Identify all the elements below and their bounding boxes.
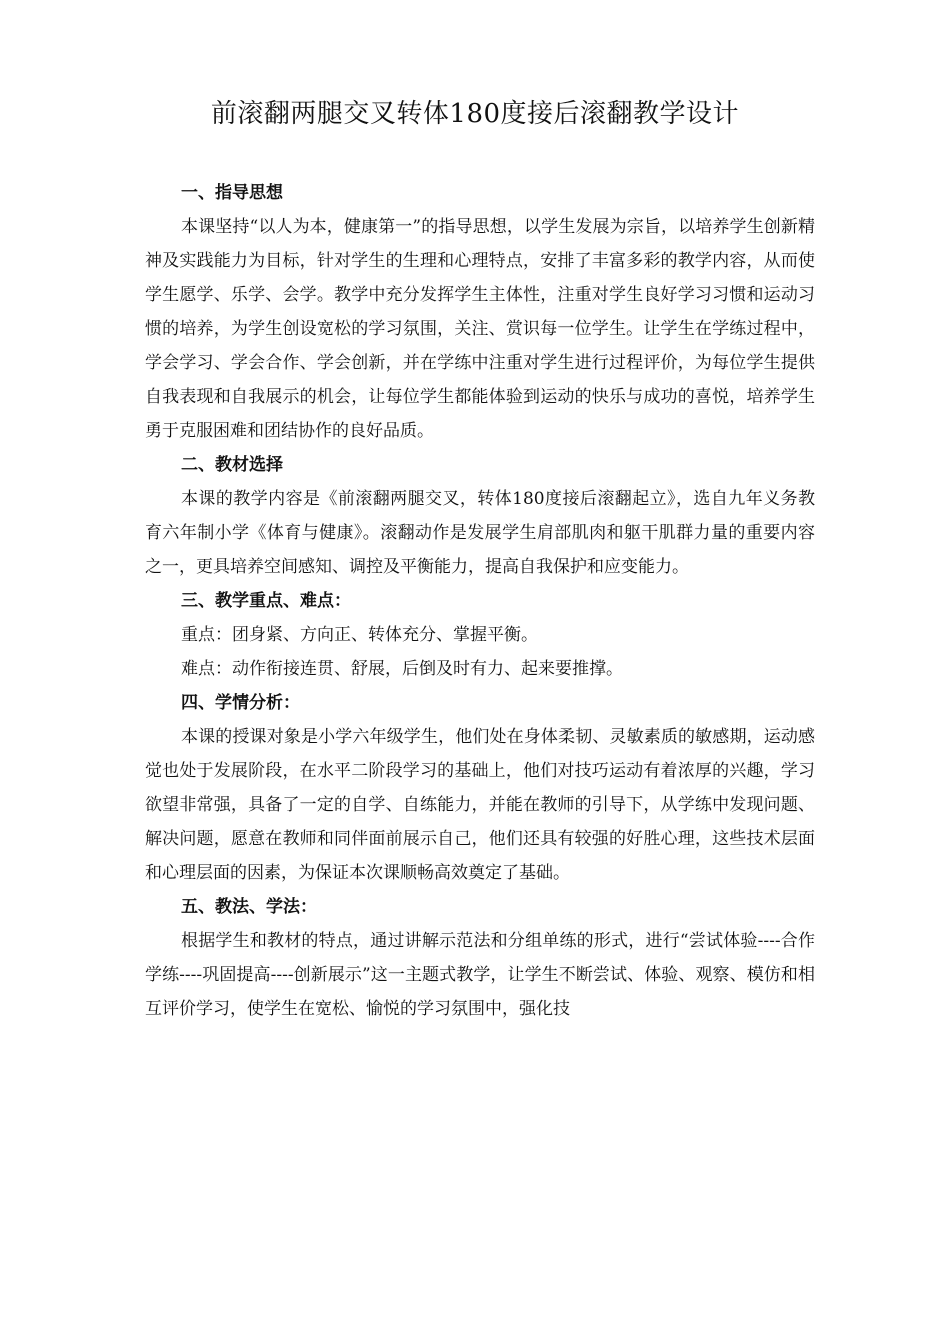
section-paragraph: 本课坚持“以人为本，健康第一”的指导思想，以学生发展为宗旨，以培养学生创新精神及实践能力为目标，针对学生的生理和心理特点，安排了丰富多彩的教学内容，从而使学生愿学、乐学、会学。教学中充分发挥学生主体性，注重对学生良好学习习惯和运动习惯的培养，为学生创设宽松的学习氛围，关注、赏识每一位学生。让学生在学练过程中，学会学习、学会合作、学会创新，并在学练中注重对学生进行过程评价，为每位学生提供自我表现和自我展示的机会，让每位学生都能体验到运动的快乐与成功的喜悦，培养学生勇于克服困难和团结协作的良好品质。 [145, 217, 815, 441]
section-guiding-thought [145, 176, 815, 448]
key-point-line: 重点：团身紧、方向正、转体充分、掌握平衡。 [181, 625, 538, 645]
section-heading: 三、教学重点、难点： [181, 591, 351, 611]
difficulty-line: 难点：动作衔接连贯、舒展，后倒及时有力、起来要推撑。 [181, 659, 623, 679]
section-heading: 五、教法、学法： [181, 897, 317, 917]
section-paragraph: 本课的授课对象是小学六年级学生，他们处在身体柔韧、灵敏素质的敏感期，运动感觉也处于发展阶段，在水平二阶段学习的基础上，他们对技巧运动有着浓厚的兴趣，学习欲望非常强，具备了一定的自学、自练能力，并能在教师的引导下，从学练中发现问题、解决问题，愿意在教师和同伴面前展示自己，他们还具有较强的好胜心理，这些技术层面和心理层面的因素，为保证本次课顺畅高效奠定了基础。 [145, 727, 815, 883]
section-heading: 一、指导思想 [181, 183, 283, 203]
document-body [145, 176, 815, 1026]
section-paragraph: 根据学生和教材的特点，通过讲解示范法和分组单练的形式，进行“尝试体验----合作学练----巩固提高----创新展示”这一主题式教学，让学生不断尝试、体验、观察、模仿和相互评价学习，使学生在宽松、愉悦的学习氛围中，强化技 [145, 931, 815, 1019]
section-material-selection [145, 448, 815, 584]
section-methods [145, 890, 815, 1026]
document-title: 前滚翻两腿交叉转体180度接后滚翻教学设计 [210, 99, 740, 129]
section-learner-analysis [145, 686, 815, 890]
section-paragraph: 本课的教学内容是《前滚翻两腿交叉，转体180度接后滚翻起立》，选自九年义务教育六年制小学《体育与健康》。滚翻动作是发展学生肩部肌肉和躯干肌群力量的重要内容之一，更具培养空间感知、调控及平衡能力，提高自我保护和应变能力。 [145, 489, 815, 577]
section-heading: 二、教材选择 [181, 455, 283, 475]
section-key-points [145, 584, 815, 686]
section-heading: 四、学情分析： [181, 693, 300, 713]
